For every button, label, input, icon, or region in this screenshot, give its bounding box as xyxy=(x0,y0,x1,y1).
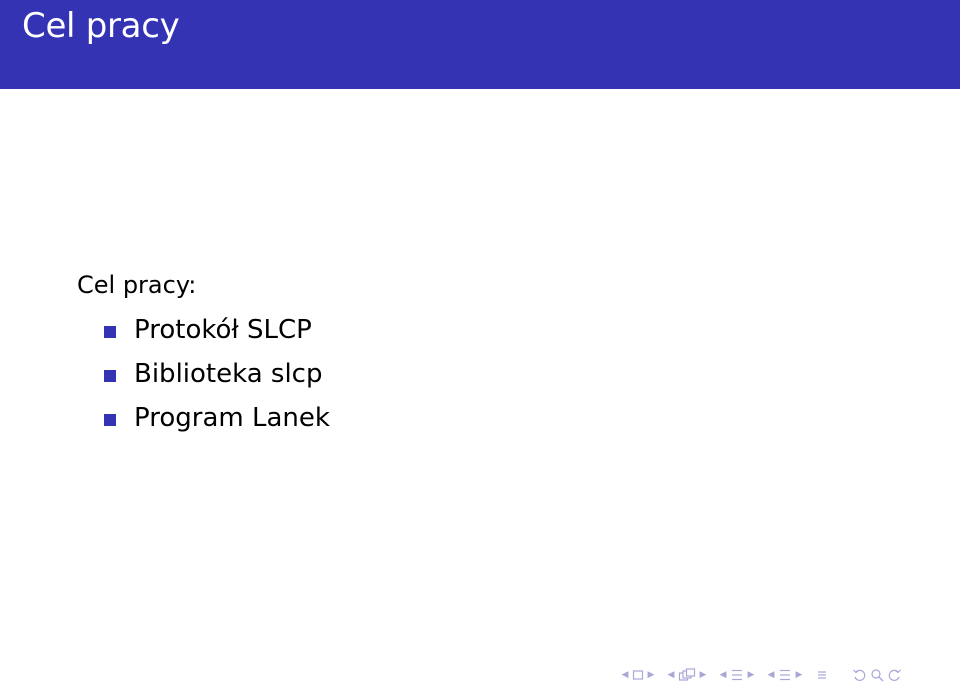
redo-icon[interactable] xyxy=(888,668,902,682)
search-icon[interactable] xyxy=(870,668,884,682)
nav-section xyxy=(718,664,756,686)
equiv-icon[interactable] xyxy=(816,669,828,681)
intro-text: Cel pracy: xyxy=(77,271,197,299)
list-item-label: Protokół SLCP xyxy=(134,315,312,345)
bullet-square-icon xyxy=(104,326,116,338)
list-item-label: Program Lanek xyxy=(134,403,330,433)
nav-right-arrow-icon[interactable]: ▶ xyxy=(699,670,707,680)
nav-right-arrow-icon[interactable]: ▶ xyxy=(747,670,755,680)
undo-icon[interactable] xyxy=(852,668,866,682)
nav-subsection xyxy=(666,664,708,686)
slide-content xyxy=(77,266,330,440)
subsection-icon[interactable] xyxy=(678,668,696,682)
nav-left-arrow-icon[interactable]: ◀ xyxy=(767,670,775,680)
nav-right-arrow-icon[interactable]: ▶ xyxy=(647,670,655,680)
navigation-bar xyxy=(620,664,904,686)
frame-icon[interactable] xyxy=(632,669,644,681)
list-item xyxy=(77,352,330,396)
frame-title: Cel pracy xyxy=(22,6,180,46)
section-icon[interactable] xyxy=(730,668,744,682)
nav-left-arrow-icon[interactable]: ◀ xyxy=(719,670,727,680)
nav-frame xyxy=(620,664,656,686)
subsubsection-icon[interactable] xyxy=(778,668,792,682)
bullet-list xyxy=(77,308,330,440)
nav-subsubsection xyxy=(766,664,804,686)
nav-left-arrow-icon[interactable]: ◀ xyxy=(667,670,675,680)
nav-right-arrow-icon[interactable]: ▶ xyxy=(795,670,803,680)
list-item xyxy=(77,396,330,440)
frame-title-bar xyxy=(0,0,960,89)
bullet-square-icon xyxy=(104,370,116,382)
bullet-square-icon xyxy=(104,414,116,426)
nav-left-arrow-icon[interactable]: ◀ xyxy=(621,670,629,680)
list-item-label: Biblioteka slcp xyxy=(134,359,323,389)
list-item xyxy=(77,308,330,352)
